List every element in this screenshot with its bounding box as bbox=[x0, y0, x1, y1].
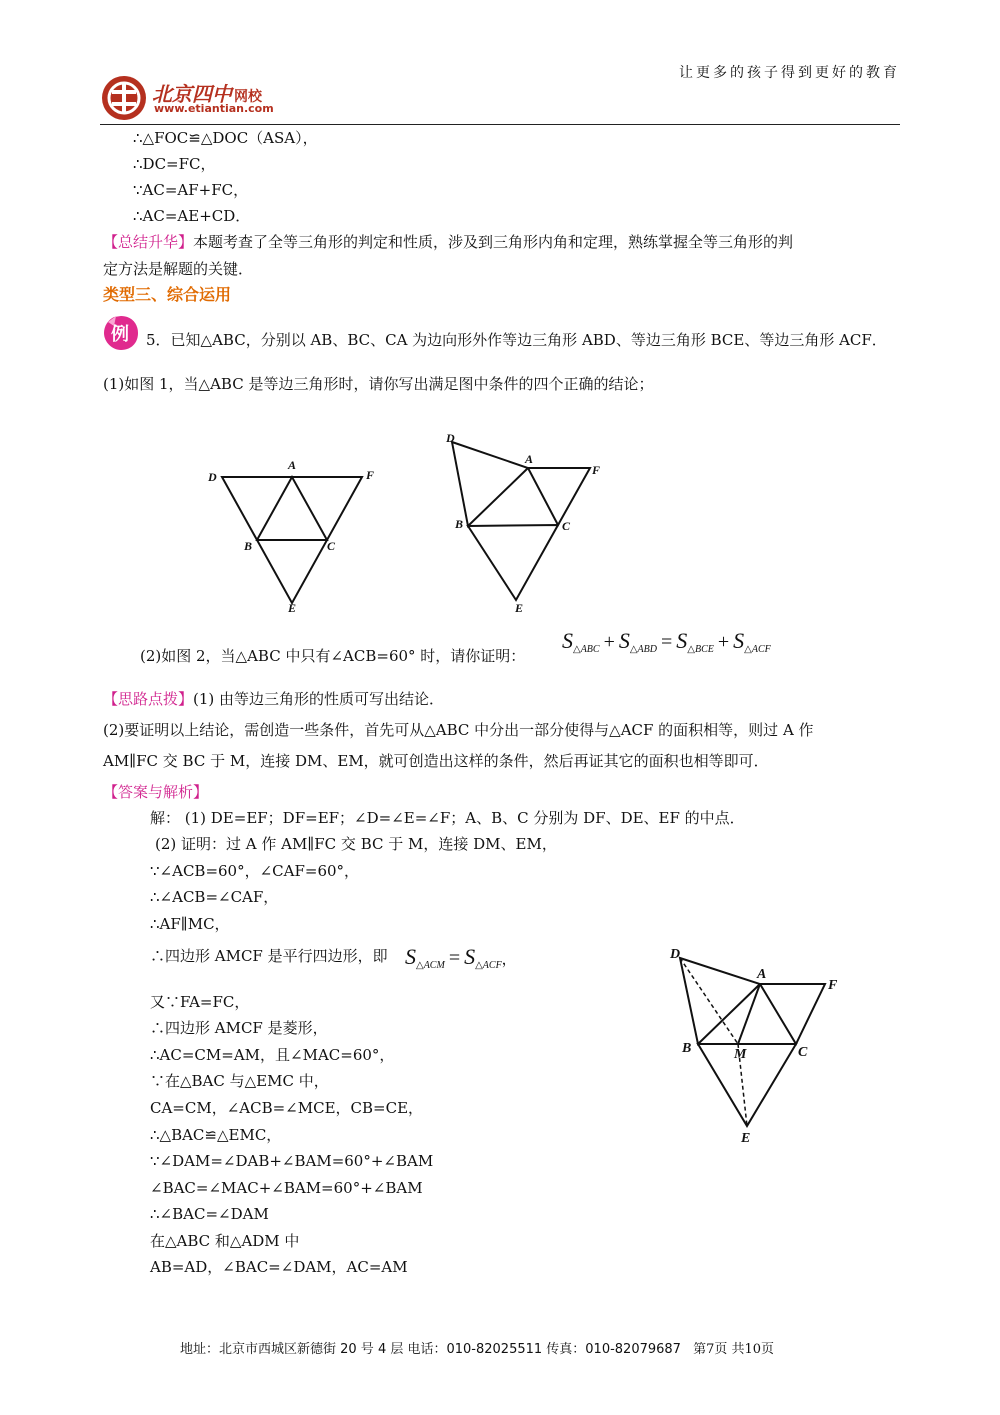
hint-line-3: AM∥FC 交 BC 于 M，连接 DM、EM，就可创造出这样的条件，然后再证其它的面积也相等即可． bbox=[103, 752, 769, 770]
proof-line-4: ∴AC=AE+CD． bbox=[133, 207, 251, 225]
example-text: 5．已知△ABC，分别以 AB、BC、CA 为边向形外作等边三角形 ABD、等边三角形 BCE、等边三角形 ACF． bbox=[146, 331, 887, 349]
fig3-triangle-abd bbox=[680, 958, 760, 1044]
fig2-label-c: C bbox=[562, 519, 571, 533]
formula2-s2: S bbox=[464, 944, 476, 969]
section-title: 类型三、综合运用 bbox=[103, 285, 232, 304]
proof-line-1: ∴△FOC≌△DOC（ASA）， bbox=[133, 129, 318, 147]
figure-2 bbox=[440, 430, 610, 615]
formula2-sub1: △ACM bbox=[416, 960, 445, 972]
formula-plus2: + bbox=[717, 631, 730, 653]
figure-3 bbox=[662, 940, 852, 1150]
example-badge-icon bbox=[102, 314, 140, 352]
answer-line-10: CA=CM，∠ACB=∠MCE，CB=CE， bbox=[150, 1099, 424, 1117]
formula-s4: S bbox=[733, 628, 745, 653]
formula2-comma: ， bbox=[501, 952, 517, 968]
fig2-label-a: A bbox=[525, 452, 534, 466]
footer bbox=[180, 1338, 774, 1357]
fig2-label-b: B bbox=[455, 517, 464, 531]
formula-plus1: + bbox=[603, 631, 615, 653]
formula2-s1: S bbox=[405, 944, 416, 969]
formula-sub4: △ACF bbox=[744, 644, 771, 656]
figure-1 bbox=[200, 455, 380, 615]
footer-address: 地址：北京市西城区新德街 20 号 4 层 电话：010-82025511 传真：010-82079687 bbox=[180, 1342, 681, 1357]
answer-line-4: ∴∠ACB=∠CAF， bbox=[150, 888, 279, 906]
formula-sub3: △BCE bbox=[687, 644, 714, 656]
formula2-eq: = bbox=[448, 947, 461, 969]
fig3-label-a: A bbox=[757, 967, 767, 982]
fig1-label-d: D bbox=[208, 470, 217, 484]
fig3-label-d: D bbox=[670, 947, 681, 962]
fig3-label-c: C bbox=[798, 1045, 808, 1060]
fig2-label-d: D bbox=[446, 431, 455, 445]
formula-s3: S bbox=[676, 628, 688, 653]
fig1-inner-triangle bbox=[257, 477, 327, 540]
footer-page: 第7页 共10页 bbox=[693, 1342, 775, 1357]
hint-line-2: (2)要证明以上结论，需创造一些条件，首先可从△ABC 中分出一部分使得与△ACF 的面积相等，则过 A 作 bbox=[103, 721, 814, 739]
logo-icon bbox=[100, 74, 148, 122]
answer-line-1: 解： (1) DE=EF；DF=EF；∠D=∠E=∠F；A、B、C 分别为 DF、DE、EF 的中点． bbox=[150, 809, 745, 827]
fig2-triangle-abd bbox=[452, 442, 528, 526]
formula-sub1: △ABC bbox=[573, 644, 600, 656]
answer-line-8: ∴AC=CM=AM，且∠MAC=60°， bbox=[150, 1046, 395, 1064]
hint-line-1 bbox=[103, 689, 444, 709]
proof-line-3: ∵AC=AF+FC， bbox=[133, 181, 249, 199]
fig3-triangle-acf bbox=[760, 984, 825, 1044]
fig2-label-f: F bbox=[592, 463, 601, 477]
fig3-label-f: F bbox=[828, 978, 838, 993]
header-rule bbox=[100, 124, 900, 125]
answer-line-6: 又∵FA=FC， bbox=[150, 993, 250, 1011]
header-slogan: 让更多的孩子得到更好的教育 bbox=[679, 65, 900, 81]
hint-tag: 【思路点拨】 bbox=[103, 690, 194, 708]
formula-s1: S bbox=[562, 628, 573, 653]
fig1-label-f: F bbox=[366, 468, 375, 482]
fig3-label-b: B bbox=[682, 1041, 692, 1056]
example-part1: (1)如图 1，当△ABC 是等边三角形时，请你写出满足图中条件的四个正确的结论； bbox=[103, 375, 654, 393]
answer-line-11: ∴△BAC≌△EMC， bbox=[150, 1126, 282, 1144]
formula-sub2: △ABD bbox=[629, 644, 657, 656]
answer-line-15: 在△ABC 和△ADM 中 bbox=[150, 1232, 300, 1250]
fig3-triangle-bce bbox=[698, 1044, 796, 1126]
summary-line-2: 定方法是解题的关键． bbox=[103, 260, 254, 278]
fig3-label-m: M bbox=[734, 1047, 747, 1062]
answer-tag: 【答案与解析】 bbox=[103, 783, 209, 801]
fig3-line-am bbox=[738, 984, 760, 1044]
fig2-triangle-bce bbox=[468, 525, 558, 600]
fig1-label-a: A bbox=[288, 458, 297, 472]
formula-eq: = bbox=[661, 631, 673, 653]
answer-line-5: ∴AF∥MC， bbox=[150, 915, 230, 933]
proof-line-2: ∴DC=FC， bbox=[133, 155, 216, 173]
formula-s2: S bbox=[618, 628, 630, 653]
answer-line-16: AB=AD，∠BAC=∠DAM，AC=AM bbox=[150, 1258, 408, 1276]
formula2-sub2: △ACF bbox=[475, 960, 502, 972]
summary-tag: 【总结升华】 bbox=[103, 233, 194, 251]
fig1-label-b: B bbox=[244, 539, 253, 553]
hint-text-1: (1) 由等边三角形的性质可写出结论． bbox=[193, 690, 445, 708]
logo-name: 北京四中 bbox=[152, 82, 232, 106]
answer-line-3: ∵∠ACB=60°，∠CAF=60°， bbox=[150, 862, 360, 880]
fig2-triangle-acf bbox=[528, 468, 590, 525]
header bbox=[100, 60, 900, 126]
answer-line-13: ∠BAC=∠MAC+∠BAM=60°+∠BAM bbox=[150, 1179, 423, 1197]
answer-parallelogram: ∴四边形 AMCF 是平行四边形，即 bbox=[150, 947, 388, 965]
area-formula bbox=[562, 628, 771, 655]
answer-line-14: ∴∠BAC=∠DAM bbox=[150, 1205, 269, 1223]
fig1-label-c: C bbox=[327, 539, 336, 553]
summary-text-1: 本题考查了全等三角形的判定和性质，涉及到三角形内角和定理，熟练掌握全等三角形的判 bbox=[193, 233, 794, 251]
answer-line-9: ∵在△BAC 与△EMC 中， bbox=[150, 1072, 329, 1090]
logo-suffix: 网校 bbox=[234, 89, 262, 105]
fig1-label-e: E bbox=[288, 601, 297, 615]
summary-line-1 bbox=[103, 232, 793, 252]
fig3-label-e: E bbox=[741, 1131, 751, 1146]
answer-line-2: (2) 证明：过 A 作 AM∥FC 交 BC 于 M，连接 DM、EM， bbox=[155, 835, 557, 853]
answer-line-7: ∴四边形 AMCF 是菱形， bbox=[150, 1019, 328, 1037]
answer-line-12: ∵∠DAM=∠DAB+∠BAM=60°+∠BAM bbox=[150, 1152, 434, 1170]
area-formula-2 bbox=[405, 944, 517, 971]
logo-url: www.etiantian.com bbox=[154, 102, 274, 115]
example-part2: (2)如图 2，当△ABC 中只有∠ACB=60° 时，请你证明： bbox=[140, 647, 526, 665]
fig2-label-e: E bbox=[515, 601, 524, 615]
example-badge-text: 例 bbox=[111, 324, 129, 345]
